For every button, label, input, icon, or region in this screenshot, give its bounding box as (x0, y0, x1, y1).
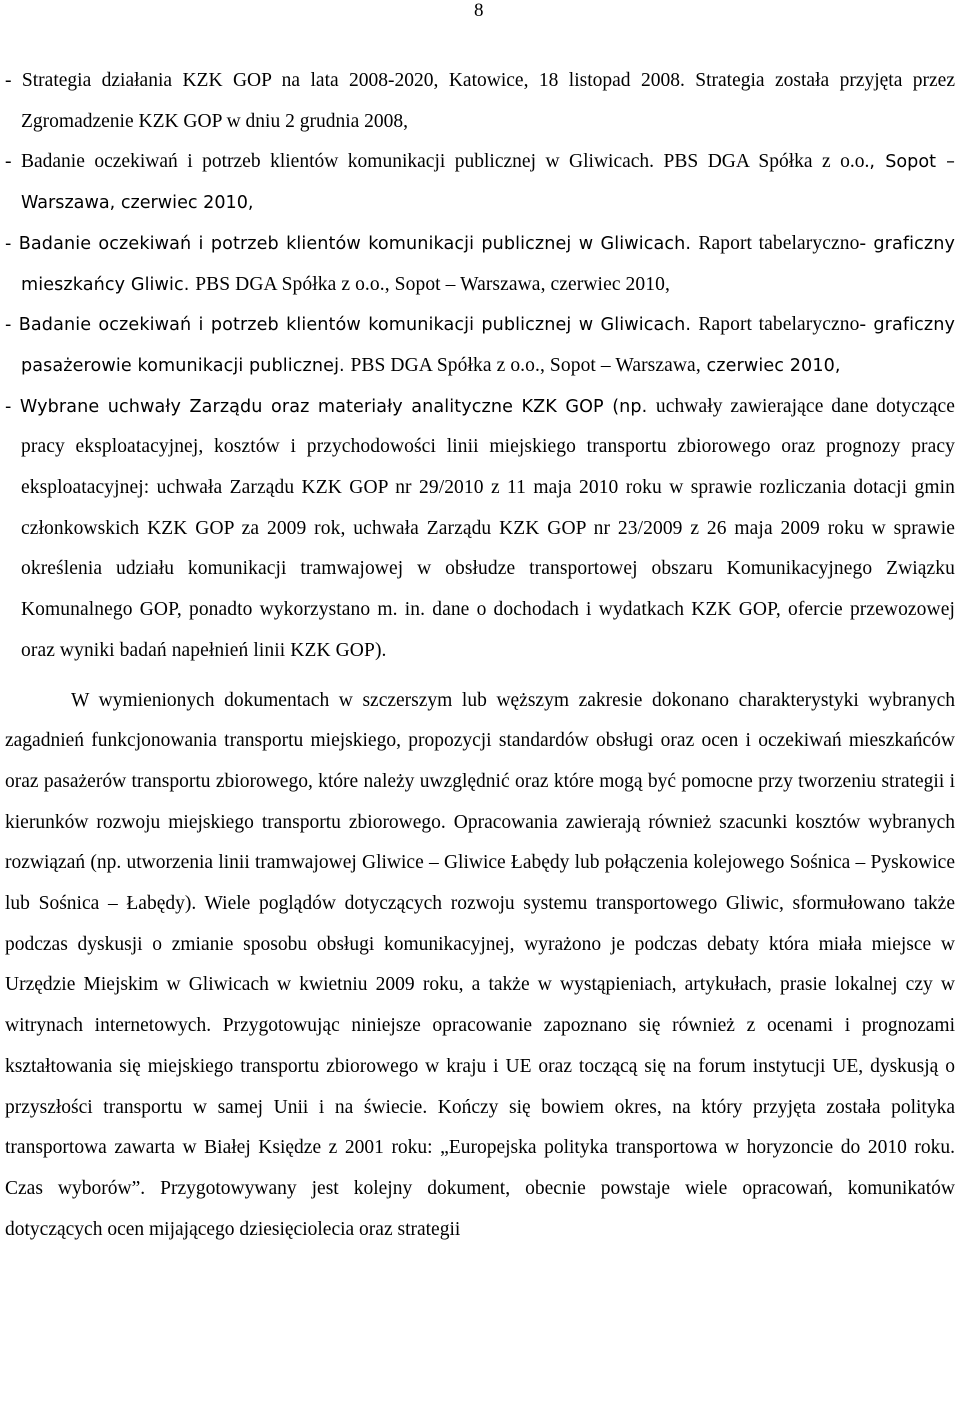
list-item-resolutions (5, 387, 955, 672)
list-item-survey-residents (5, 224, 955, 305)
list-item-text: - Badanie oczekiwań i potrzeb klientów komunikacji publicznej w Gliwicach. PBS DGA Spółka z o.o. (5, 151, 870, 173)
list-item-text-tail: , Sopot – Warszawa, czerwiec 2010, (21, 152, 955, 214)
body-paragraph: W wymienionych dokumentach w szczerszym lub węższym zakresie dokonano charakterystyki wybranych zagadnień funkcjonowania transportu miejskiego, propozycji standardów obsługi oraz ocen i oczekiwań mieszkańców oraz pasażerów transportu zbiorowego, które należy uwzględnić oraz które mogą być pomocne przy tworzeniu strategii i kierunków rozwoju miejskiego transportu zbiorowego. Opracowania zawierają również szacunki kosztów wybranych rozwiązań (np. utworzenia linii tramwajowej Gliwice – Gliwice Łabędy lub połączenia kolejowego Sośnica – Pyskowice lub Sośnica – Łabędy). Wiele poglądów dotyczących rozwoju systemu transportowego Gliwic, sformułowano także podczas dyskusji o zmianie sposobu obsługi komunikacyjnej, wyrażono je podczas debaty która miała miejsce w Urzędzie Miejskim w Gliwicach w kwietniu 2009 roku, a także w wystąpieniach, artykułach, prasie lokalnej czy w witrynach internetowych. Przygotowując niniejsze opracowanie zapoznano się również z ocenami i prognozami kształtowania się miejskiego transportu zbiorowego w kraju i UE oraz toczącą się na forum instytucji UE, dyskusją o przyszłości transportu w samej Unii i na świecie. Kończy się bowiem okres, na który przyjęta została polityka transportowa zawarta w Białej Księdze z 2001 roku: „Europejska polityka transportowa w horyzoncie do 2010 roku. Czas wyborów”. Przygotowywany jest kolejny dokument, obecnie powstaje wiele opracowań, komunikatów dotyczących ocen mijającego dziesięciolecia oraz strategii (5, 689, 955, 1240)
list-item-text-tail: uchwały zawierające dane dotyczące pracy eksploatacyjnej, kosztów i przychodowości linii miejskiego transportu zbiorowego oraz prognozy pracy eksploatacyjnej: uchwała Zarządu KZK GOP nr 29/2010 z 11 maja 2010 roku w sprawie rozliczania dotacji gmin członkowskich KZK GOP za 2009 rok, uchwała Zarządu KZK GOP nr 23/2009 z 26 maja 2009 roku w sprawie określenia udziału komunikacji tramwajowej w obsłudze transportowej obszaru Komunikacyjnego Związku Komunalnego GOP, ponadto wykorzystano m. in. dane o dochodach i wydatkach KZK GOP, ofercie przewozowej oraz wyniki badań napełnień linii KZK GOP). (21, 395, 955, 661)
list-item-text-tail: PBS DGA Spółka z o.o., Sopot – Warszawa, czerwiec 2010, (195, 273, 670, 295)
list-item-text-cont: graficzny mieszkańcy Gliwic. (21, 233, 956, 295)
page-number: 8 (474, 0, 484, 21)
list-item-text-serif: Raport tabelaryczno- (698, 232, 867, 254)
list-item-strategy (5, 61, 955, 142)
list-item-text-tail: PBS DGA Spółka z o.o., Sopot – Warszawa, (350, 354, 701, 376)
list-item-text-tail2: czerwiec 2010, (706, 355, 841, 376)
list-item-text: - Wybrane uchwały Zarządu oraz materiały analityczne KZK GOP (np. (5, 396, 656, 417)
list-item-text-cont: graficzny pasażerowie komunikacji publicznej. (21, 315, 956, 376)
list-item-survey-passengers (5, 305, 955, 386)
list-item-text: - Strategia działania KZK GOP na lata 2008-2020, Katowice, 18 listopad 2008. Strategia została przyjęta przez Zgromadzenie KZK GOP w dniu 2 grudnia 2008, (5, 70, 955, 132)
list-item-text: - Badanie oczekiwań i potrzeb klientów komunikacji publicznej w Gliwicach. (5, 233, 699, 254)
list-item-text: - Badanie oczekiwań i potrzeb klientów komunikacji publicznej w Gliwicach. (5, 315, 699, 336)
list-item-survey-general (5, 142, 955, 223)
document-body (5, 61, 955, 1250)
list-item-text-serif: Raport tabelaryczno- (698, 314, 867, 336)
